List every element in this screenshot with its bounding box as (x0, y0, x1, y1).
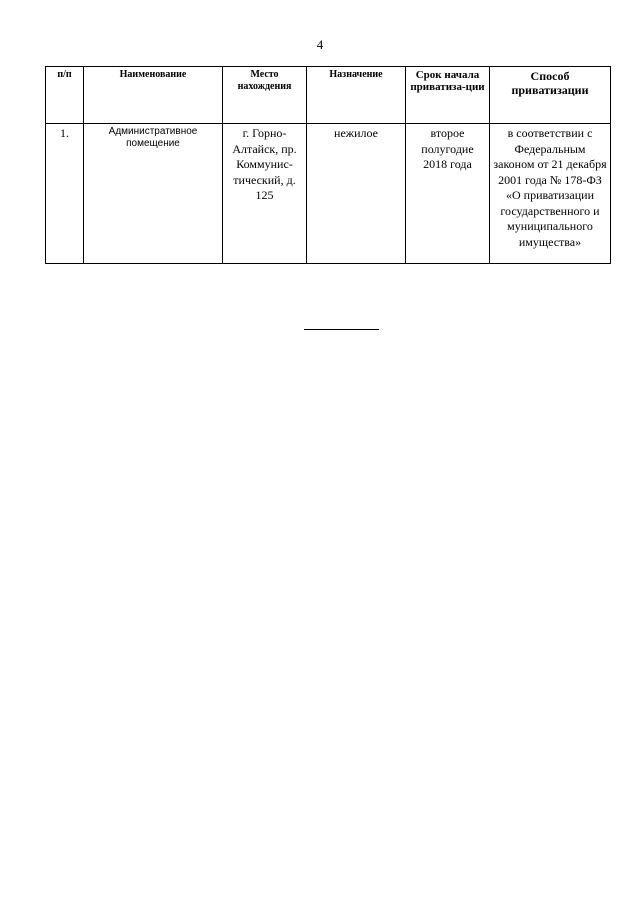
page-number: 4 (316, 37, 324, 52)
table-row (46, 124, 611, 264)
privatization-table (45, 66, 611, 264)
cell-method: в соответствии с Федеральным законом от 21 декабря 2001 года № 178-ФЗ «О приватизации государственного и муниципального имущества» (490, 124, 611, 264)
cell-number: 1. (46, 124, 84, 264)
header-location: Место нахождения (223, 67, 307, 124)
cell-purpose: нежилое (307, 124, 406, 264)
header-number: п/п (46, 67, 84, 124)
cell-name: Административное помещение (84, 124, 223, 264)
header-start-date: Срок начала приватиза-ции (406, 67, 490, 124)
cell-start-date: второе полугодие 2018 года (406, 124, 490, 264)
table-header-row (46, 67, 611, 124)
header-method: Способ приватизации (490, 67, 611, 124)
closing-rule (304, 329, 379, 330)
header-name: Наименование (84, 67, 223, 124)
cell-location: г. Горно-Алтайск, пр. Коммунис-тический, д. 125 (223, 124, 307, 264)
header-purpose: Назначение (307, 67, 406, 124)
